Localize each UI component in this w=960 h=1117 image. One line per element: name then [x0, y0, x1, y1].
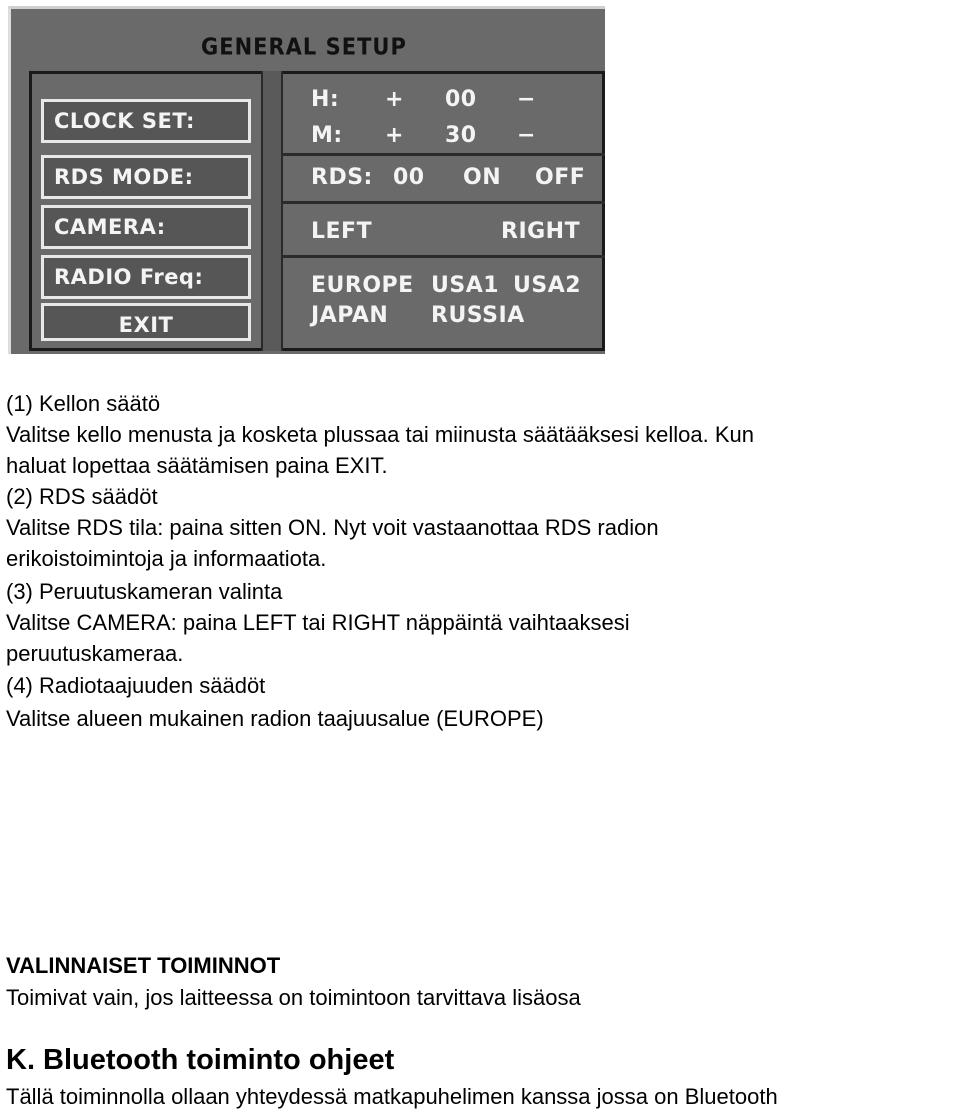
osd-separator — [283, 255, 605, 258]
bluetooth-section-heading: K. Bluetooth toiminto ohjeet — [6, 1044, 395, 1076]
rds-mode-button[interactable]: RDS MODE: — [41, 155, 251, 199]
camera-right-button[interactable]: RIGHT — [501, 219, 581, 244]
clock-set-button[interactable]: CLOCK SET: — [41, 99, 251, 143]
camera-section-heading: (3) Peruutuskameran valinta — [6, 579, 283, 604]
body-line: Valitse alueen mukainen radion taajuusalue (EUROPE) — [6, 706, 544, 731]
region-europe-button[interactable]: EUROPE — [311, 273, 414, 298]
osd-separator — [283, 153, 605, 156]
rds-label: RDS: — [311, 165, 373, 190]
hour-label: H: — [311, 87, 340, 112]
rds-off-button[interactable]: OFF — [535, 165, 586, 190]
region-russia-button[interactable]: RUSSIA — [431, 303, 525, 328]
rds-on-button[interactable]: ON — [463, 165, 502, 190]
body-line: Valitse RDS tila: paina sitten ON. Nyt voit vastaanottaa RDS radion — [6, 515, 659, 540]
radio-section-heading: (4) Radiotaajuuden säädöt — [6, 673, 266, 698]
body-line: peruutuskameraa. — [6, 641, 184, 666]
rds-section-heading: (2) RDS säädöt — [6, 484, 158, 509]
hour-plus-button[interactable]: + — [385, 87, 404, 112]
optional-features-text: Toimivat vain, jos laitteessa on toimintoon tarvittava lisäosa — [6, 985, 581, 1010]
body-line: erikoistoimintoja ja informaatiota. — [6, 546, 327, 571]
minute-minus-button[interactable]: − — [517, 123, 536, 148]
osd-divider — [261, 71, 283, 351]
clock-section-heading: (1) Kellon säätö — [6, 391, 161, 416]
radio-freq-button[interactable]: RADIO Freq: — [41, 255, 251, 299]
region-usa1-button[interactable]: USA1 — [431, 273, 500, 298]
camera-button[interactable]: CAMERA: — [41, 205, 251, 249]
osd-separator — [283, 201, 605, 204]
minute-value: 30 — [445, 123, 477, 148]
osd-title: GENERAL SETUP — [201, 33, 407, 61]
optional-features-heading: VALINNAISET TOIMINNOT — [6, 953, 281, 978]
exit-button[interactable]: EXIT — [41, 303, 251, 341]
bluetooth-section-text: Tällä toiminnolla ollaan yhteydessä matkapuhelimen kanssa jossa on Bluetooth — [6, 1084, 778, 1109]
general-setup-screenshot — [8, 6, 605, 354]
body-line: Valitse CAMERA: paina LEFT tai RIGHT näppäintä vaihtaaksesi — [6, 610, 630, 635]
minute-plus-button[interactable]: + — [385, 123, 404, 148]
body-line: haluat lopettaa säätämisen paina EXIT. — [6, 453, 388, 478]
rds-value: 00 — [393, 165, 425, 190]
region-usa2-button[interactable]: USA2 — [513, 273, 582, 298]
hour-minus-button[interactable]: − — [517, 87, 536, 112]
camera-left-button[interactable]: LEFT — [311, 219, 373, 244]
region-japan-button[interactable]: JAPAN — [311, 303, 389, 328]
minute-label: M: — [311, 123, 343, 148]
hour-value: 00 — [445, 87, 477, 112]
body-line: Valitse kello menusta ja kosketa plussaa tai miinusta säätääksesi kelloa. Kun — [6, 422, 754, 447]
